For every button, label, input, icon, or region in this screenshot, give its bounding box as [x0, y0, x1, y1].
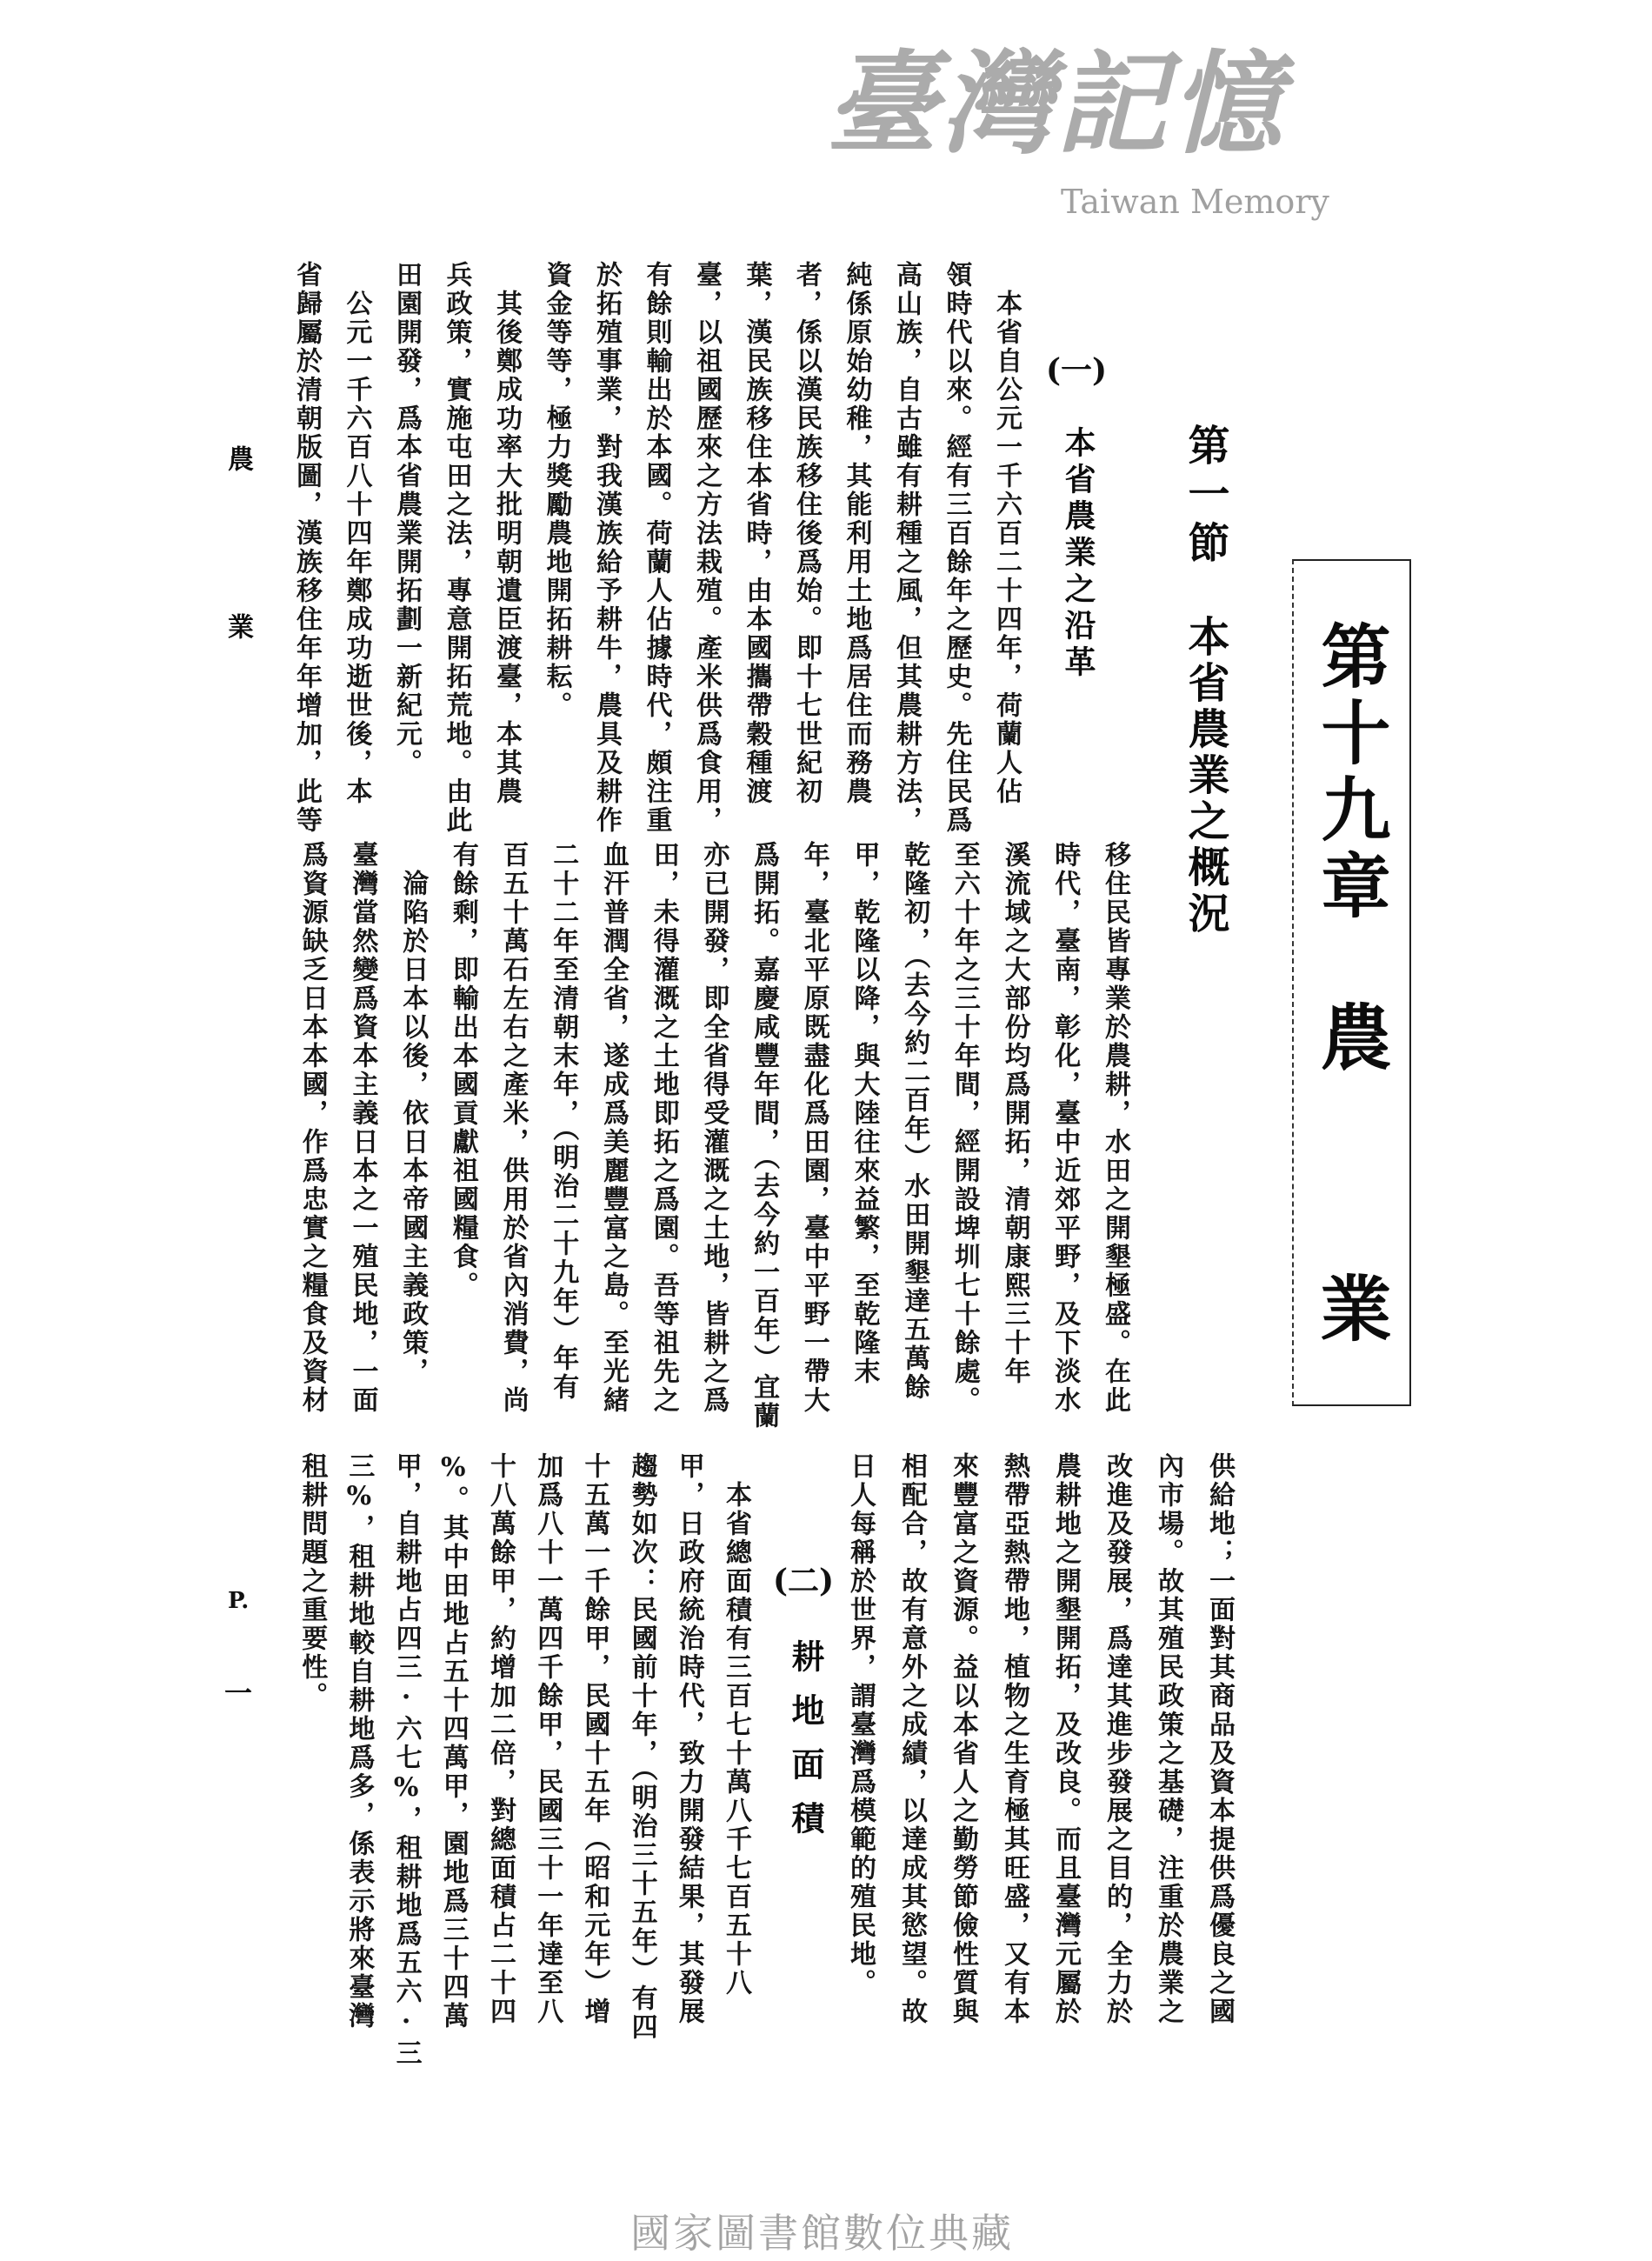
text-column: 時代，臺南，彰化，臺中近郊平野，及下淡水: [1049, 841, 1081, 1415]
text-column: 高山族，自古雖有耕種之風，但其農耕方法，: [891, 261, 922, 835]
text-column: 至六十年之三十年間，經開設埤圳七十餘處。: [949, 841, 980, 1415]
text-column: 加爲八十一萬四千餘甲，民國三十一年達至八: [532, 1452, 563, 2026]
text-column: 淪陷於日本以後，依日本帝國主義政策，: [397, 841, 429, 1386]
text-column: 其後鄭成功率大批明朝遺臣渡臺，本其農: [491, 261, 522, 806]
page-number: 一: [224, 1677, 253, 1710]
text-column: 十八萬餘甲，約增加二倍，對總面積占二十四: [485, 1452, 516, 2026]
taiwan-memory-watermark: [826, 39, 1329, 235]
text-column: 純係原始幼稚，其能利用土地爲居住而務農: [841, 261, 872, 806]
text-column: 來豐富之資源。益以本省人之勤勞節儉性質與: [948, 1452, 978, 2026]
text-column: 乾隆初，（去今約二百年）水田開墾達五萬餘: [899, 841, 930, 1402]
subsection-number: (一): [1046, 352, 1108, 389]
text-column: 田園開發，爲本省農業開拓劃一新紀元。: [391, 261, 422, 777]
text-column: 年，臺北平原既盡化爲田園，臺中平野一帶大: [798, 841, 829, 1415]
text-column: 移住民皆專業於農耕，水田之開墾極盛。在此: [1100, 841, 1130, 1415]
text-column: 甲，自耕地占四三·六七%，租耕地爲五六·三: [390, 1452, 422, 2068]
text-column: 臺灣當然變爲資本主義日本之一殖民地，一面: [347, 841, 378, 1415]
text-column: 臺，以祖國歷來之方法栽殖。產米供爲食用，: [691, 261, 722, 835]
text-column: 公元一千六百八十四年鄭成功逝世後，本: [341, 261, 372, 806]
text-column: 甲，日政府統治時代，致力開發結果，其發展: [673, 1452, 704, 2026]
text-column: 田，未得灌溉之土地即拓之爲園。吾等祖先之: [648, 841, 679, 1415]
watermark-chinese: 臺灣記憶: [826, 39, 1286, 170]
text-column: 百五十萬石左右之產米，供用於省內消費，尚: [497, 841, 529, 1415]
text-column: 血汗普潤全省，遂成爲美麗豐富之島。至光緒: [598, 841, 629, 1415]
text-column: 爲資源缺乏日本本國，作爲忠實之糧食及資材: [296, 841, 328, 1415]
text-column: 省歸屬於清朝版圖，漢族移住年年增加，此等: [291, 261, 322, 835]
running-head-char: 農: [223, 445, 253, 471]
chapter-title-char: 業: [1309, 1271, 1392, 1343]
text-column: 於拓殖事業，對我漢族給予耕牛，農具及耕作: [591, 261, 622, 835]
text-column: 亦已開發，即全省得受灌溉之土地，皆耕之爲: [698, 841, 729, 1415]
library-credit: 國家圖書館數位典藏: [630, 2210, 1014, 2257]
text-column: 本省自公元一千六百二十四年，荷蘭人佔: [991, 261, 1022, 806]
text-column: 溪流域之大部份均爲開拓，清朝康熙三十年: [999, 841, 1030, 1386]
section-title: 本省農業之概況: [1181, 615, 1229, 937]
page-prefix: P.: [228, 1588, 250, 1614]
text-column: 甲，乾隆以降，與大陸往來益繁，至乾隆末: [849, 841, 880, 1386]
text-column: 本省總面積有三百七十萬八千七百五十八: [721, 1452, 751, 1998]
text-column: 日人每稱於世界，謂臺灣爲模範的殖民地。: [845, 1452, 876, 1998]
subsection-title: 本省農業之沿革: [1060, 426, 1096, 682]
text-column: 有餘則輸出於本國。荷蘭人佔據時代，頗注重: [641, 261, 672, 835]
text-column: 兵政策，實施屯田之法，專意開拓荒地。由此: [441, 261, 472, 835]
text-column: 趨勢如次：民國前十年，（明治三十五年）有四: [626, 1452, 657, 2042]
text-column: 供給地；一面對其商品及資本提供爲優良之國: [1204, 1452, 1235, 2026]
text-column: 農耕地之開墾開拓，及改良。而且臺灣元屬於: [1050, 1452, 1081, 2026]
text-column: 者，係以漢民族移住後爲始。即十七世紀初: [791, 261, 822, 806]
text-column: 熱帶亞熱帶地，植物之生育極其旺盛，又有本: [999, 1452, 1029, 2026]
section-number: 第一節: [1181, 424, 1229, 570]
text-column: 資金等等，極力獎勵農地開拓耕耘。: [541, 261, 572, 720]
text-column: 租耕問題之重要性。: [296, 1452, 328, 1711]
running-head-char: 業: [223, 613, 253, 639]
text-column: %。其中田地占五十四萬甲，園地爲三十四萬: [437, 1452, 469, 2031]
subsection-title: 耕地面積: [786, 1639, 825, 1855]
subsection-number: (二): [773, 1563, 835, 1599]
text-column: 二十二年至清朝末年，（明治二十九年）年有: [548, 841, 579, 1402]
text-column: 爲開拓。嘉慶咸豐年間，（去今約一百年）宜蘭: [749, 841, 780, 1431]
text-column: 改進及發展，爲達其進步發展之目的，全力於: [1102, 1452, 1132, 2026]
text-column: 三%，租耕地較自耕地爲多，係表示將來臺灣: [343, 1452, 375, 2031]
text-column: 內市場。故其殖民政策之基礎，注重於農業之: [1153, 1452, 1183, 2026]
text-column: 領時代以來。經有三百餘年之歷史。先住民爲: [941, 261, 972, 835]
text-column: 有餘剩，即輸出本國貢獻祖國糧食。: [447, 841, 478, 1300]
text-column: 十五萬一千餘甲，民國十五年（昭和元年）增: [579, 1452, 610, 2026]
text-column: 葉，漢民族移住本省時，由本國攜帶穀種渡: [741, 261, 772, 806]
watermark-english: Taiwan Memory: [1061, 183, 1329, 221]
chapter-title-char: 農: [1309, 1000, 1392, 1071]
text-column: 相配合，故有意外之成績，以達成其慾望。故: [896, 1452, 927, 2026]
chapter-number: 第十九章: [1309, 620, 1391, 926]
